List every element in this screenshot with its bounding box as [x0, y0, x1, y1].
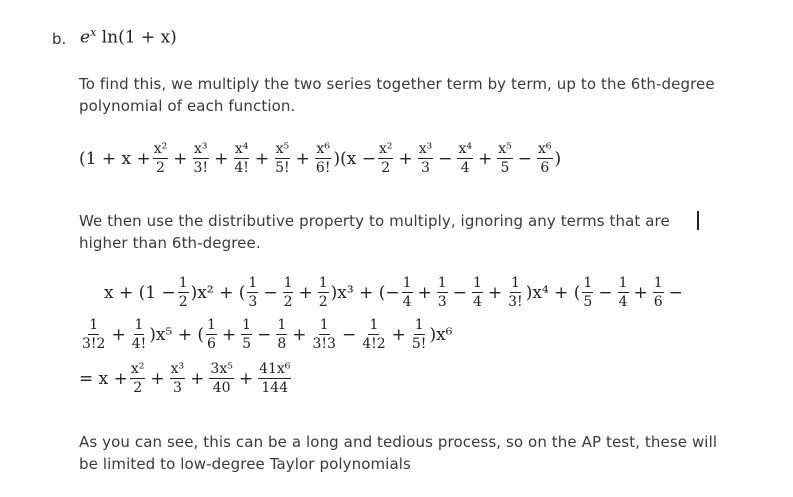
fraction	[209, 362, 233, 395]
fraction	[178, 276, 189, 309]
fraction	[274, 142, 291, 175]
expr-rest: ln(1 + x)	[96, 27, 177, 48]
operator: +	[417, 282, 432, 303]
fraction	[318, 276, 329, 309]
fraction	[81, 318, 106, 351]
line2-group3	[580, 276, 686, 309]
line2-lead: x + (1 −	[104, 282, 176, 303]
fraction-numerator: 1	[414, 317, 424, 333]
fraction-numerator: 1	[402, 275, 412, 291]
fraction	[507, 276, 524, 309]
fraction	[418, 142, 434, 175]
fraction-denominator: 2	[178, 294, 188, 310]
fraction	[193, 142, 210, 175]
fraction-numerator: x²	[153, 141, 168, 157]
fraction	[411, 318, 428, 351]
fraction	[131, 318, 148, 351]
operator: +	[298, 282, 313, 303]
fraction-denominator: 8	[277, 336, 287, 352]
line2-t2: )x³ + (−	[330, 282, 400, 303]
operator: +	[111, 324, 126, 345]
line3-t4: )x⁵ + (	[149, 324, 204, 345]
result-terms	[128, 362, 294, 395]
fraction-numerator: 1	[277, 317, 287, 333]
fraction-denominator: 4	[402, 294, 412, 310]
result-line	[79, 362, 293, 395]
line2-t1: )x² + (	[190, 282, 246, 303]
fraction-denominator: 6	[653, 294, 663, 310]
fraction-numerator: x⁵	[275, 141, 290, 157]
fraction	[170, 362, 186, 395]
result-lead: = x +	[79, 368, 128, 389]
operator: +	[295, 148, 310, 169]
ln-series-terms	[376, 142, 555, 175]
fraction-numerator: x⁵	[498, 141, 512, 157]
fraction-denominator: 3!	[193, 160, 209, 176]
fraction-numerator: 1	[242, 317, 252, 333]
fraction-denominator: 4	[472, 294, 482, 310]
operator: +	[398, 148, 413, 169]
expansion-line-2	[79, 318, 452, 351]
fraction-denominator: 4!	[234, 160, 249, 176]
fraction-numerator: x³	[170, 361, 185, 377]
fraction	[241, 318, 252, 351]
fraction-numerator: 1	[134, 317, 144, 333]
fraction	[315, 142, 332, 175]
fraction-denominator: 3!	[508, 294, 523, 310]
operator: −	[598, 282, 613, 303]
operator: +	[478, 148, 493, 169]
fraction-denominator: 144	[261, 380, 289, 396]
fraction	[653, 276, 664, 309]
fraction-denominator: 3	[172, 380, 182, 396]
operator: −	[668, 282, 683, 303]
fraction-numerator: x³	[418, 141, 433, 157]
fraction	[311, 318, 336, 351]
operator: −	[452, 282, 467, 303]
fraction-denominator: 6	[206, 336, 216, 352]
fraction-denominator: 4	[618, 294, 628, 310]
line3-t5: )x⁶	[429, 324, 453, 345]
fraction	[582, 276, 593, 309]
fraction	[206, 318, 217, 351]
fraction	[537, 142, 553, 175]
fraction	[153, 142, 169, 175]
fraction	[130, 362, 146, 395]
fraction-numerator: 1	[319, 317, 329, 333]
operator: −	[341, 324, 357, 345]
fraction	[497, 142, 513, 175]
line3-group4	[79, 318, 149, 351]
expr-exponent: x	[90, 26, 97, 39]
line2-t3: )x⁴ + (	[525, 282, 581, 303]
fraction	[472, 276, 483, 309]
fraction-numerator: 1	[248, 275, 258, 291]
fraction-numerator: 1	[437, 275, 447, 291]
fraction	[402, 276, 413, 309]
fraction-numerator: 1	[318, 275, 328, 291]
fraction-denominator: 4	[460, 160, 470, 176]
fraction-numerator: 1	[283, 275, 293, 291]
operator: −	[257, 324, 272, 345]
operator: +	[190, 368, 205, 389]
fraction-numerator: 41x⁶	[259, 361, 291, 377]
paragraph-intro: To find this, we multiply the two series together term by term, up to the 6th-degree polynomial of each function.	[79, 75, 715, 115]
expr-base: e	[80, 27, 91, 48]
line2-group2	[400, 276, 526, 309]
operator: +	[214, 148, 229, 169]
fraction-numerator: 1	[583, 275, 593, 291]
open-part: (1 + x +	[79, 148, 151, 169]
fraction-denominator: 2	[156, 160, 165, 176]
fraction-denominator: 6!	[315, 160, 331, 176]
fraction-numerator: x⁴	[234, 141, 249, 157]
operator: +	[254, 148, 270, 169]
fraction	[437, 276, 448, 309]
fraction-denominator: 2	[381, 160, 391, 176]
fraction-numerator: x⁶	[538, 141, 552, 157]
fraction-denominator: 2	[283, 294, 293, 310]
operator: −	[438, 148, 453, 169]
line3-group5	[204, 318, 429, 351]
fraction-denominator: 2	[318, 294, 328, 310]
paragraph-conclusion: As you can see, this can be a long and tedious process, so on the AP test, these will be limited to low-degree Taylor polynomials	[79, 433, 718, 473]
fraction-denominator: 5	[242, 336, 252, 352]
fraction	[457, 142, 473, 175]
operator: +	[391, 324, 406, 345]
fraction-numerator: 3x⁵	[210, 361, 233, 377]
fraction	[233, 142, 250, 175]
series-product-line	[79, 142, 561, 175]
fraction-numerator: x³	[194, 141, 208, 157]
close-part: )	[554, 148, 562, 169]
e-series-terms	[151, 142, 334, 175]
operator: +	[221, 324, 237, 345]
fraction-denominator: 3!3	[312, 336, 336, 352]
fraction-denominator: 5!	[275, 160, 290, 176]
fraction	[247, 276, 258, 309]
fraction-numerator: 1	[206, 317, 216, 333]
text-cursor	[697, 211, 699, 230]
fraction-numerator: x²	[378, 141, 393, 157]
fraction-denominator: 40	[212, 380, 231, 396]
fraction	[276, 318, 287, 351]
fraction-numerator: x⁶	[316, 141, 330, 157]
operator: +	[633, 282, 648, 303]
item-expression	[80, 26, 177, 48]
fraction-numerator: 1	[472, 275, 482, 291]
fraction-denominator: 3	[437, 294, 447, 310]
line2-frac	[176, 276, 191, 309]
fraction-numerator: x⁴	[458, 141, 472, 157]
fraction-numerator: x²	[130, 361, 145, 377]
operator: +	[173, 148, 188, 169]
fraction-denominator: 3!2	[82, 336, 106, 352]
fraction-numerator: 1	[510, 275, 520, 291]
fraction-numerator: 1	[178, 275, 188, 291]
fraction-denominator: 4!	[131, 336, 147, 352]
fraction-numerator: 1	[618, 275, 628, 291]
fraction	[618, 276, 629, 309]
fraction	[283, 276, 294, 309]
operator: +	[238, 368, 254, 389]
fraction	[378, 142, 394, 175]
expansion-line-1	[104, 276, 686, 309]
fraction-numerator: 1	[653, 275, 663, 291]
operator: −	[263, 282, 278, 303]
operator: +	[292, 324, 307, 345]
fraction-numerator: 1	[369, 317, 379, 333]
fraction-denominator: 5	[500, 160, 510, 176]
fraction-numerator: 1	[89, 317, 99, 333]
operator: +	[487, 282, 503, 303]
fraction	[361, 318, 386, 351]
operator: −	[517, 148, 533, 169]
fraction-denominator: 5!	[411, 336, 427, 352]
fraction-denominator: 3	[248, 294, 258, 310]
fraction-denominator: 6	[540, 160, 550, 176]
mid-part: )(x −	[333, 148, 376, 169]
fraction-denominator: 3	[421, 160, 430, 176]
operator: +	[150, 368, 165, 389]
line2-group1	[245, 276, 330, 309]
fraction-denominator: 5	[583, 294, 593, 310]
fraction-denominator: 4!2	[362, 336, 386, 352]
item-label: b.	[52, 30, 67, 48]
fraction	[258, 362, 291, 395]
paragraph-distributive: We then use the distributive property to multiply, ignoring any terms that are higher than 6th-degree.	[79, 212, 670, 252]
fraction-denominator: 2	[133, 380, 143, 396]
